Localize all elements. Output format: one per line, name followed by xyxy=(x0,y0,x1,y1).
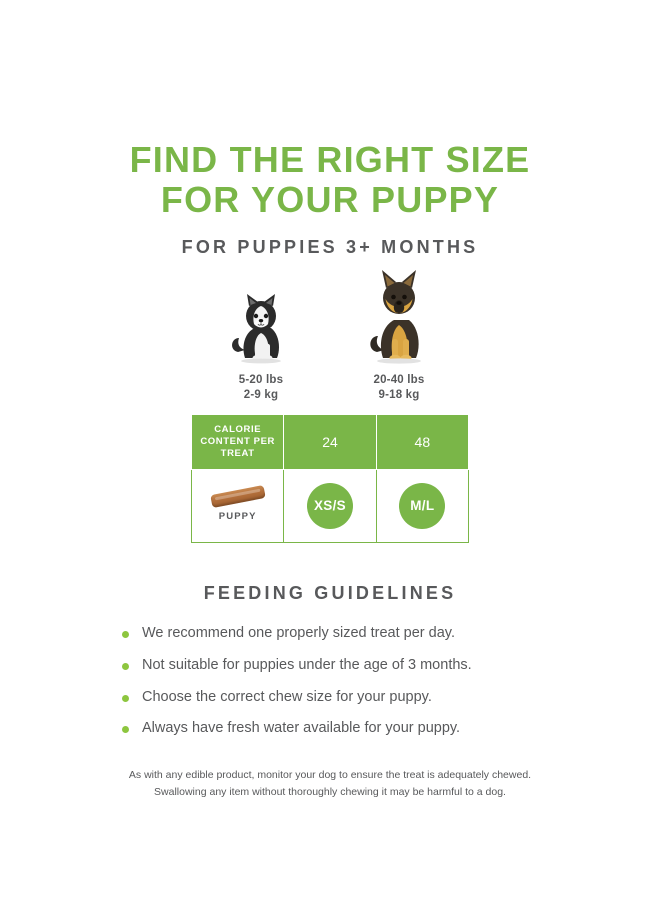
table-row xyxy=(192,414,469,469)
dog-weight-lbs-large: 20-40 lbs xyxy=(373,373,425,386)
list-item-text: Always have fresh water available for your puppy. xyxy=(142,720,461,737)
list-item xyxy=(120,626,540,642)
footnote xyxy=(80,767,580,800)
bullet-icon xyxy=(122,631,129,638)
size-calorie-table xyxy=(191,414,469,543)
feeding-guidelines-list xyxy=(120,626,540,738)
size-badge-small: XS/S xyxy=(307,483,353,529)
list-item xyxy=(120,658,540,674)
list-item-text: Not suitable for puppies under the age of 3 months. xyxy=(142,656,472,673)
list-item xyxy=(120,721,540,737)
calorie-value-small: 24 xyxy=(322,433,338,450)
dog-weight-lbs-small: 5-20 lbs xyxy=(238,373,284,386)
page-title-line-1: FIND THE RIGHT SIZE xyxy=(129,139,531,180)
footnote-line-1: As with any edible product, monitor your dog to ensure the treat is adequately chewed. xyxy=(128,769,532,782)
dog-weight-large xyxy=(373,373,424,404)
page-title-line-2: FOR YOUR PUPPY xyxy=(160,179,500,221)
bullet-icon xyxy=(122,695,129,702)
list-item xyxy=(120,690,540,706)
dog-weight-small xyxy=(239,373,283,404)
dog-weight-kg-large: 9-18 kg xyxy=(378,389,420,402)
table-row xyxy=(192,469,469,542)
calorie-value-small-cell xyxy=(284,414,376,469)
treat-label: PUPPY xyxy=(218,510,257,522)
treat-cell xyxy=(192,469,284,542)
german-shepherd-puppy-icon xyxy=(363,268,435,366)
dog-illustrations-row xyxy=(0,284,660,404)
bullet-icon xyxy=(122,663,129,670)
size-badge-large: M/L xyxy=(399,483,445,529)
page-subtitle: FOR PUPPIES 3+ MONTHS xyxy=(181,236,479,257)
calorie-value-large-cell xyxy=(376,414,468,469)
calorie-label-cell xyxy=(192,414,284,469)
dog-column-large xyxy=(351,268,447,404)
footnote-line-2: Swallowing any item without thoroughly chewing it may be harmful to a dog. xyxy=(154,785,506,798)
size-badge-small-cell xyxy=(284,469,376,542)
puppy-chew-stick-icon xyxy=(210,485,265,508)
dog-column-small xyxy=(213,292,309,404)
dog-weight-kg-small: 2-9 kg xyxy=(243,389,279,402)
list-item-text: We recommend one properly sized treat per day. xyxy=(142,624,455,641)
feeding-guidelines-heading: FEEDING GUIDELINES xyxy=(203,582,457,603)
calorie-label-text: CALORIE CONTENT PER TREAT xyxy=(200,423,275,459)
calorie-value-large: 48 xyxy=(414,433,431,450)
bullet-icon xyxy=(122,726,129,733)
list-item-text: Choose the correct chew size for your puppy. xyxy=(142,688,432,705)
title-block xyxy=(0,0,660,258)
husky-puppy-icon xyxy=(225,292,297,366)
size-badge-large-cell xyxy=(376,469,468,542)
